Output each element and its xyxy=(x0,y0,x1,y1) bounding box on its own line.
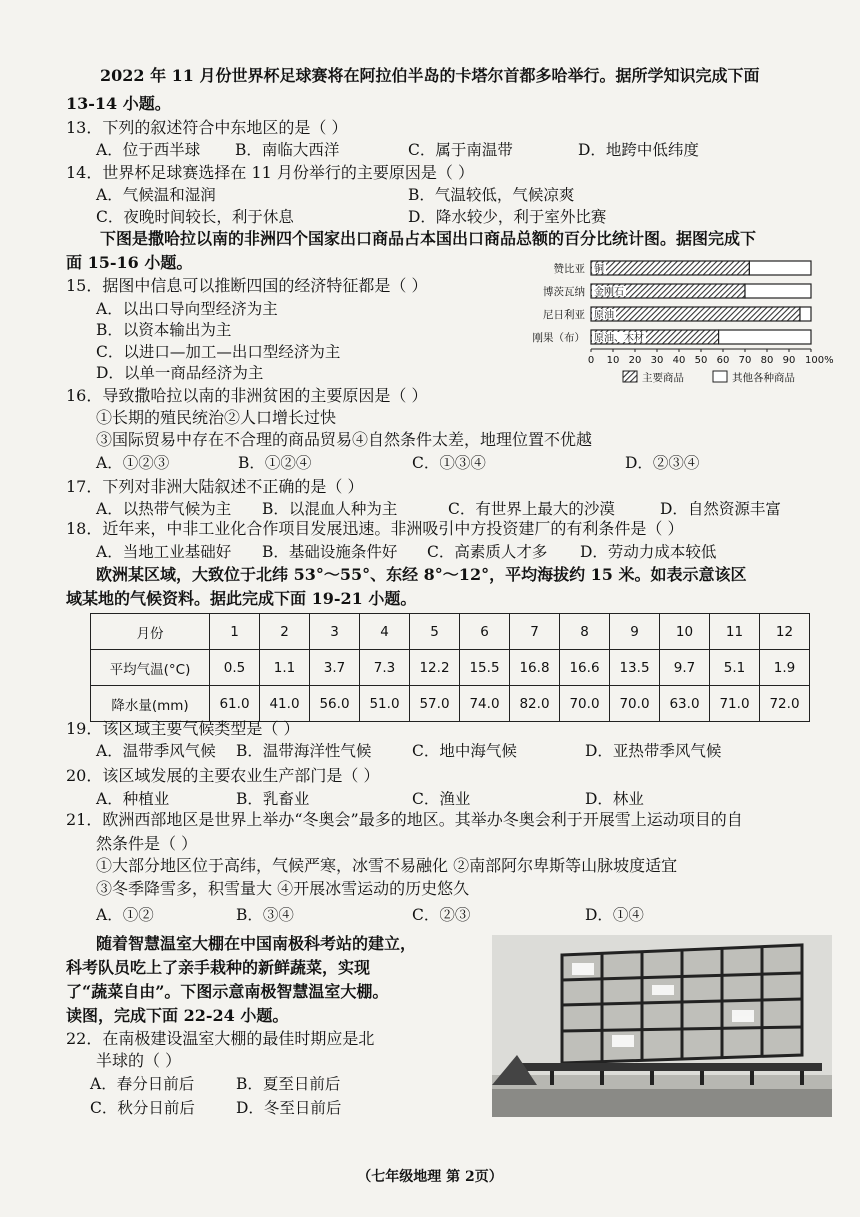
x-tick-label: 30 xyxy=(650,355,664,366)
q17-option-c: C．有世界上最大的沙漠 xyxy=(448,500,615,518)
q19-option-d: D．亚热带季风气候 xyxy=(585,742,722,760)
main-goods-bar xyxy=(591,307,800,321)
q19-option-b: B．温带海洋性气候 xyxy=(236,742,372,760)
q19-option-c: C．地中海气候 xyxy=(412,742,517,760)
x-tick-label: 50 xyxy=(694,355,708,366)
q22-stem-line2: 半球的（ ） xyxy=(96,1051,182,1070)
q13-stem: 13．下列的叙述符合中东地区的是（ ） xyxy=(66,118,348,137)
q16-option-d: D．②③④ xyxy=(625,454,700,472)
other-goods-bar xyxy=(800,307,811,321)
product-label: 铜 xyxy=(594,264,604,275)
table-header-label: 月份 xyxy=(91,614,210,650)
intro-13-14-line1: 2022 年 11 月份世界杯足球赛将在阿拉伯半岛的卡塔尔首都多哈举行。据所学知识完成下面 xyxy=(100,66,760,85)
q16-stem: 16．导致撒哈拉以南的非洲贫困的主要原因是（ ） xyxy=(66,386,428,405)
q15-option-c: C．以进口—加工—出口型经济为主 xyxy=(96,343,341,361)
month-cell: 6 xyxy=(460,614,510,650)
x-tick-label: 90 xyxy=(782,355,796,366)
legend-label-main: 主要商品 xyxy=(642,372,684,383)
q14-option-a: A．气候温和湿润 xyxy=(96,186,216,204)
category-label: 赞比亚 xyxy=(553,263,585,275)
q15-option-b: B．以资本输出为主 xyxy=(96,321,232,339)
temperature-cell: 13.5 xyxy=(610,650,660,686)
month-cell: 12 xyxy=(760,614,810,650)
temperature-cell: 7.3 xyxy=(360,650,410,686)
month-cell: 10 xyxy=(660,614,710,650)
month-cell: 5 xyxy=(410,614,460,650)
month-cell: 8 xyxy=(560,614,610,650)
precipitation-cell: 61.0 xyxy=(210,686,260,722)
antarctic-greenhouse-photo xyxy=(492,935,832,1117)
precipitation-cell: 71.0 xyxy=(710,686,760,722)
x-tick-label: 60 xyxy=(716,355,730,366)
q20-option-b: B．乳畜业 xyxy=(236,790,310,808)
q16-option-b: B．①②④ xyxy=(238,454,312,472)
q17-stem: 17．下列对非洲大陆叙述不正确的是（ ） xyxy=(66,477,364,496)
q14-option-c: C．夜晚时间较长，利于休息 xyxy=(96,208,294,226)
precipitation-cell: 70.0 xyxy=(610,686,660,722)
month-cell: 11 xyxy=(710,614,760,650)
x-tick-label: 40 xyxy=(672,355,686,366)
q21-option-c: C．②③ xyxy=(412,906,471,924)
table-row-months xyxy=(91,614,810,650)
q21-option-d: D．①④ xyxy=(585,906,644,924)
precipitation-cell: 74.0 xyxy=(460,686,510,722)
greenhouse-illustration xyxy=(492,935,832,1117)
x-tick-label: 70 xyxy=(738,355,752,366)
q18-option-c: C．高素质人才多 xyxy=(427,543,548,561)
q13-option-c: C．属于南温带 xyxy=(408,141,513,159)
legend-swatch-other xyxy=(713,371,727,382)
q21-option-b: B．③④ xyxy=(236,906,294,924)
intro-15-16-line1: 下图是撒哈拉以南的非洲四个国家出口商品占本国出口商品总额的百分比统计图。据图完成下 xyxy=(100,229,757,248)
q21-stem-line2: 然条件是（ ） xyxy=(96,834,198,853)
q16-option-a: A．①②③ xyxy=(96,454,170,472)
q20-option-a: A．种植业 xyxy=(96,790,170,808)
month-cell: 9 xyxy=(610,614,660,650)
month-cell: 4 xyxy=(360,614,410,650)
table-row-temperature xyxy=(91,650,810,686)
temperature-cell: 5.1 xyxy=(710,650,760,686)
q22-option-c: C．秋分日前后 xyxy=(90,1099,195,1117)
q20-option-c: C．渔业 xyxy=(412,790,471,808)
precipitation-cell: 63.0 xyxy=(660,686,710,722)
temperature-cell: 1.9 xyxy=(760,650,810,686)
temperature-cell: 3.7 xyxy=(310,650,360,686)
month-cell: 1 xyxy=(210,614,260,650)
legend-label-other: 其他各种商品 xyxy=(732,372,795,383)
q19-option-a: A．温带季风气候 xyxy=(96,742,216,760)
q20-option-d: D．林业 xyxy=(585,790,644,808)
export-share-chart-svg xyxy=(515,253,845,383)
precipitation-cell: 51.0 xyxy=(360,686,410,722)
product-label: 金刚石 xyxy=(594,287,624,298)
month-cell: 2 xyxy=(260,614,310,650)
month-cell: 7 xyxy=(510,614,560,650)
temperature-cell: 0.5 xyxy=(210,650,260,686)
legend-swatch-main xyxy=(623,371,637,382)
q21-item2: ③冬季降雪多，积雪量大 ④开展冰雪运动的历史悠久 xyxy=(96,879,470,898)
intro-22-24-line1: 随着智慧温室大棚在中国南极科考站的建立， xyxy=(96,934,417,953)
temperature-label: 平均气温(°C) xyxy=(91,650,210,686)
q18-stem: 18．近年来，中非工业化合作项目发展迅速。非洲吸引中方投资建厂的有利条件是（ ） xyxy=(66,519,684,538)
q19-stem: 19．该区域主要气候类型是（ ） xyxy=(66,719,300,738)
export-share-chart xyxy=(515,253,845,383)
q17-option-d: D．自然资源丰富 xyxy=(660,500,781,518)
q15-option-d: D．以单一商品经济为主 xyxy=(96,364,264,382)
q15-option-a: A．以出口导向型经济为主 xyxy=(96,300,278,318)
precipitation-cell: 70.0 xyxy=(560,686,610,722)
precipitation-cell: 56.0 xyxy=(310,686,360,722)
q21-item1: ①大部分地区位于高纬，气候严寒，冰雪不易融化 ②南部阿尔卑斯等山脉坡度适宜 xyxy=(96,856,678,875)
q21-option-a: A．①② xyxy=(96,906,154,924)
q18-option-d: D．劳动力成本较低 xyxy=(580,543,717,561)
temperature-cell: 1.1 xyxy=(260,650,310,686)
table-row-precipitation xyxy=(91,686,810,722)
x-tick-label: 80 xyxy=(760,355,774,366)
precipitation-cell: 41.0 xyxy=(260,686,310,722)
temperature-cell: 12.2 xyxy=(410,650,460,686)
intro-15-16-line2: 面 15-16 小题。 xyxy=(66,253,193,272)
main-goods-bar xyxy=(591,261,749,275)
precipitation-cell: 57.0 xyxy=(410,686,460,722)
q20-stem: 20．该区域发展的主要农业生产部门是（ ） xyxy=(66,766,380,785)
precipitation-cell: 82.0 xyxy=(510,686,560,722)
q22-option-a: A．春分日前后 xyxy=(90,1075,195,1093)
intro-19-21-line2: 域某地的气候资料。据此完成下面 19-21 小题。 xyxy=(66,589,417,608)
q16-item1: ①长期的殖民统治②人口增长过快 xyxy=(96,408,337,427)
x-tick-label: 10 xyxy=(606,355,620,366)
month-cell: 3 xyxy=(310,614,360,650)
other-goods-bar xyxy=(719,330,811,344)
climate-table xyxy=(90,613,810,722)
q13-option-a: A．位于西半球 xyxy=(96,141,201,159)
q13-option-b: B．南临大西洋 xyxy=(235,141,340,159)
temperature-cell: 9.7 xyxy=(660,650,710,686)
q22-option-b: B．夏至日前后 xyxy=(236,1075,341,1093)
intro-22-24-line3: 了“蔬菜自由”。下图示意南极智慧温室大棚。 xyxy=(66,982,389,1001)
q14-stem: 14．世界杯足球赛选择在 11 月份举行的主要原因是（ ） xyxy=(66,163,474,182)
category-label: 尼日利亚 xyxy=(543,309,585,321)
q13-option-d: D．地跨中低纬度 xyxy=(578,141,699,159)
other-goods-bar xyxy=(749,261,811,275)
q18-option-b: B．基础设施条件好 xyxy=(262,543,398,561)
x-tick-label: 0 xyxy=(587,355,595,366)
q14-option-b: B．气温较低，气候凉爽 xyxy=(408,186,575,204)
category-label: 博茨瓦纳 xyxy=(543,286,585,298)
q17-option-a: A．以热带气候为主 xyxy=(96,500,232,518)
q21-stem-line1: 21．欧洲西部地区是世界上举办“冬奥会”最多的地区。其举办冬奥会利于开展雪上运动项目的自 xyxy=(66,810,743,829)
q18-option-a: A．当地工业基础好 xyxy=(96,543,232,561)
page-footer: （七年级地理 第 2页） xyxy=(357,1169,503,1185)
q14-option-d: D．降水较少，利于室外比赛 xyxy=(408,208,607,226)
intro-13-14-line2: 13-14 小题。 xyxy=(66,94,171,113)
temperature-cell: 15.5 xyxy=(460,650,510,686)
other-goods-bar xyxy=(745,284,811,298)
q22-stem-line1: 22．在南极建设温室大棚的最佳时期应是北 xyxy=(66,1029,375,1048)
temperature-cell: 16.6 xyxy=(560,650,610,686)
q22-option-d: D．冬至日前后 xyxy=(236,1099,342,1117)
intro-22-24-line2: 科考队员吃上了亲手栽种的新鲜蔬菜，实现 xyxy=(66,958,371,977)
temperature-cell: 16.8 xyxy=(510,650,560,686)
x-tick-label: 100% xyxy=(805,355,834,366)
category-label: 刚果（布） xyxy=(532,332,585,344)
intro-19-21-line1: 欧洲某区域，大致位于北纬 53°～55°、东经 8°～12°，平均海拔约 15 米。如表示意该区 xyxy=(96,565,747,584)
x-tick-label: 20 xyxy=(628,355,642,366)
q17-option-b: B．以混血人种为主 xyxy=(262,500,398,518)
product-label: 原油 xyxy=(594,310,614,321)
precipitation-cell: 72.0 xyxy=(760,686,810,722)
q15-stem: 15．据图中信息可以推断四国的经济特征都是（ ） xyxy=(66,276,428,295)
q16-item2: ③国际贸易中存在不合理的商品贸易④自然条件太差，地理位置不优越 xyxy=(96,430,593,449)
q16-option-c: C．①③④ xyxy=(412,454,486,472)
precipitation-label: 降水量(mm) xyxy=(91,686,210,722)
product-label: 原油、木材 xyxy=(594,333,644,344)
intro-22-24-line4: 读图，完成下面 22-24 小题。 xyxy=(66,1006,289,1025)
